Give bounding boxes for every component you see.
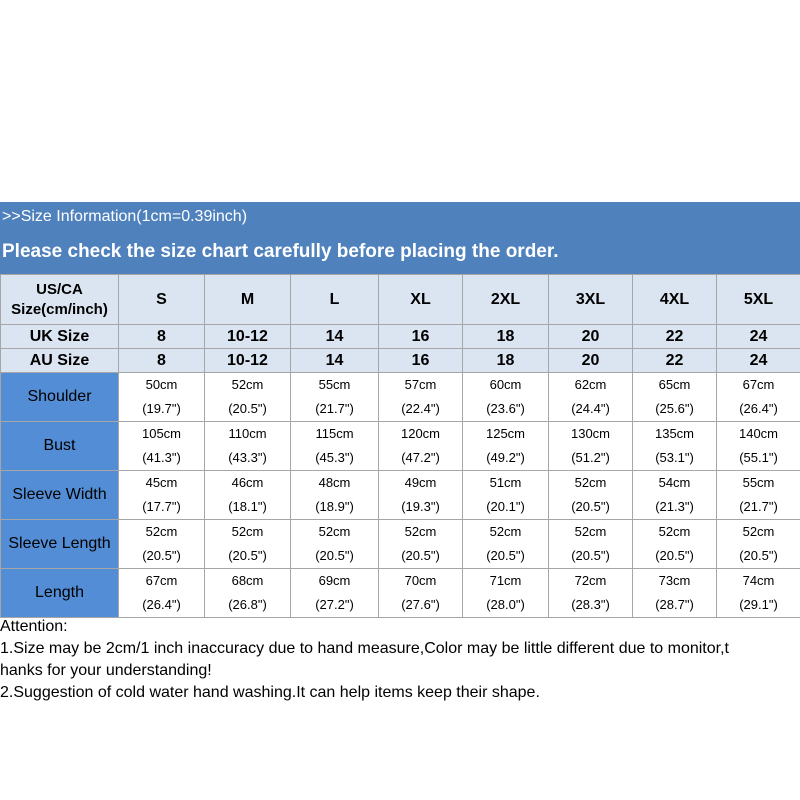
attention-note-2: 2.Suggestion of cold water hand washing.It can help items keep their shape. [0, 684, 540, 701]
uk-size-value: 10-12 [205, 325, 291, 349]
measurement-inch: (55.1") [739, 450, 778, 465]
measurement-cell [463, 373, 549, 422]
measurement-cm: 68cm [231, 573, 264, 588]
measurement-inch: (51.2") [571, 450, 610, 465]
au-size-value: 22 [633, 349, 717, 373]
measurement-inch: (20.5") [739, 548, 778, 563]
banner-title: >>Size Information(1cm=0.39inch) [2, 208, 248, 225]
measurement-cell [463, 569, 549, 618]
measurement-cell [291, 520, 379, 569]
measurement-inch: (18.1") [228, 499, 267, 514]
measurement-label: Sleeve Length [1, 520, 119, 569]
measurement-inch: (49.2") [486, 450, 525, 465]
header-row [1, 275, 800, 325]
size-header: M [205, 275, 291, 325]
measurement-cm: 71cm [489, 573, 522, 588]
measurement-cell [119, 373, 205, 422]
measurement-inch: (21.7") [315, 401, 354, 416]
measurement-label: Bust [1, 422, 119, 471]
measurement-inch: (27.2") [315, 597, 354, 612]
measurement-label: Length [1, 569, 119, 618]
measurement-cm: 52cm [404, 524, 437, 539]
measurement-inch: (41.3") [142, 450, 181, 465]
measurement-inch: (53.1") [655, 450, 694, 465]
au-size-value: 18 [463, 349, 549, 373]
size-info-banner [0, 202, 800, 274]
measurement-cm: 52cm [231, 377, 264, 392]
measurement-cm: 54cm [658, 475, 691, 490]
size-table [0, 274, 800, 618]
measurement-cell [717, 520, 800, 569]
measurement-cm: 130cm [570, 426, 611, 441]
measurement-cell [379, 569, 463, 618]
size-header: 5XL [717, 275, 800, 325]
au-size-value: 10-12 [205, 349, 291, 373]
measurement-cm: 125cm [485, 426, 526, 441]
measurement-inch: (18.9") [315, 499, 354, 514]
measurement-cm: 72cm [574, 573, 607, 588]
measurement-cell [119, 471, 205, 520]
measurement-cm: 120cm [400, 426, 441, 441]
measurement-inch: (43.3") [228, 450, 267, 465]
measurement-cm: 73cm [658, 573, 691, 588]
measurement-cell [549, 520, 633, 569]
au-size-value: 14 [291, 349, 379, 373]
measurement-inch: (20.5") [571, 499, 610, 514]
au-size-label: AU Size [1, 349, 119, 373]
measurement-cm: 46cm [231, 475, 264, 490]
measurement-cell [119, 520, 205, 569]
measurement-inch: (26.4") [142, 597, 181, 612]
measurement-cell [119, 422, 205, 471]
measurement-cell [379, 422, 463, 471]
measurement-cell [633, 373, 717, 422]
measurement-inch: (28.7") [655, 597, 694, 612]
measurement-cell [717, 569, 800, 618]
uk-size-row [1, 325, 800, 349]
header-label-cell [1, 275, 119, 325]
measurement-cm: 135cm [654, 426, 695, 441]
measurement-cell [379, 373, 463, 422]
attention-note-1-continued: hanks for your understanding! [0, 662, 212, 679]
size-header: 3XL [549, 275, 633, 325]
measurement-inch: (20.5") [228, 401, 267, 416]
measurement-cell [633, 471, 717, 520]
measurement-inch: (20.1") [486, 499, 525, 514]
measurement-cm: 70cm [404, 573, 437, 588]
size-header: 4XL [633, 275, 717, 325]
measurement-cm: 45cm [145, 475, 178, 490]
measurement-cell [717, 373, 800, 422]
measurement-inch: (21.3") [655, 499, 694, 514]
measurement-inch: (20.5") [401, 548, 440, 563]
header-label-line: US/CA [36, 280, 83, 298]
measurement-cm: 51cm [489, 475, 522, 490]
measurement-cell [633, 520, 717, 569]
uk-size-label: UK Size [1, 325, 119, 349]
uk-size-value: 20 [549, 325, 633, 349]
measurement-cm: 52cm [318, 524, 351, 539]
measurement-cell [717, 422, 800, 471]
measurement-cm: 50cm [145, 377, 178, 392]
measurement-label: Shoulder [1, 373, 119, 422]
size-header: L [291, 275, 379, 325]
au-size-row [1, 349, 800, 373]
uk-size-value: 16 [379, 325, 463, 349]
measurement-inch: (20.5") [228, 548, 267, 563]
measurement-row [1, 471, 800, 520]
measurement-cell [379, 471, 463, 520]
attention-heading: Attention: [0, 618, 68, 635]
measurement-cell [291, 471, 379, 520]
measurement-cell [205, 373, 291, 422]
header-label-line: Size(cm/inch) [11, 300, 108, 318]
measurement-cell [549, 471, 633, 520]
measurement-inch: (20.5") [655, 548, 694, 563]
measurement-cm: 67cm [145, 573, 178, 588]
measurement-row [1, 373, 800, 422]
uk-size-value: 18 [463, 325, 549, 349]
measurement-cm: 65cm [658, 377, 691, 392]
measurement-cell [463, 520, 549, 569]
uk-size-value: 24 [717, 325, 800, 349]
measurement-cm: 110cm [228, 426, 267, 441]
measurement-inch: (24.4") [571, 401, 610, 416]
measurement-cell [379, 520, 463, 569]
measurement-cm: 55cm [742, 475, 775, 490]
measurement-inch: (21.7") [739, 499, 778, 514]
measurement-inch: (27.6") [401, 597, 440, 612]
measurement-inch: (25.6") [655, 401, 694, 416]
measurement-cell [205, 569, 291, 618]
measurement-inch: (28.3") [571, 597, 610, 612]
measurement-cell [291, 422, 379, 471]
measurement-cm: 52cm [489, 524, 522, 539]
measurement-cm: 52cm [231, 524, 264, 539]
measurement-cm: 140cm [738, 426, 779, 441]
au-size-value: 16 [379, 349, 463, 373]
measurement-inch: (47.2") [401, 450, 440, 465]
measurement-inch: (17.7") [142, 499, 181, 514]
measurement-cell [463, 471, 549, 520]
measurement-cell [291, 373, 379, 422]
measurement-inch: (20.5") [142, 548, 181, 563]
measurement-inch: (29.1") [739, 597, 778, 612]
measurement-inch: (20.5") [315, 548, 354, 563]
measurement-inch: (20.5") [486, 548, 525, 563]
attention-note-1: 1.Size may be 2cm/1 inch inaccuracy due to hand measure,Color may be little different due to monitor,t [0, 640, 729, 657]
measurement-inch: (28.0") [486, 597, 525, 612]
measurement-cm: 52cm [574, 475, 607, 490]
measurement-row [1, 569, 800, 618]
measurement-inch: (23.6") [486, 401, 525, 416]
measurement-cell [291, 569, 379, 618]
measurement-inch: (45.3") [315, 450, 354, 465]
measurement-cm: 57cm [404, 377, 437, 392]
measurement-inch: (22.4") [401, 401, 440, 416]
measurement-cm: 60cm [489, 377, 522, 392]
measurement-cell [119, 569, 205, 618]
uk-size-value: 14 [291, 325, 379, 349]
measurement-cm: 67cm [742, 377, 775, 392]
measurement-cell [633, 422, 717, 471]
measurement-cell [205, 471, 291, 520]
au-size-value: 24 [717, 349, 800, 373]
banner-instruction: Please check the size chart carefully before placing the order. [2, 241, 559, 262]
uk-size-value: 22 [633, 325, 717, 349]
measurement-cm: 52cm [658, 524, 691, 539]
au-size-value: 8 [119, 349, 205, 373]
measurement-row [1, 520, 800, 569]
measurement-cm: 115cm [315, 426, 354, 441]
size-header: S [119, 275, 205, 325]
measurement-row [1, 422, 800, 471]
measurement-cell [549, 422, 633, 471]
measurement-cell [549, 569, 633, 618]
size-chart [0, 202, 800, 618]
measurement-cm: 105cm [141, 426, 182, 441]
measurement-cm: 74cm [742, 573, 775, 588]
measurement-cm: 52cm [742, 524, 775, 539]
measurement-cell [205, 422, 291, 471]
au-size-value: 20 [549, 349, 633, 373]
uk-size-value: 8 [119, 325, 205, 349]
measurement-label: Sleeve Width [1, 471, 119, 520]
measurement-cell [205, 520, 291, 569]
measurement-cell [549, 373, 633, 422]
measurement-cm: 49cm [404, 475, 437, 490]
attention-notes [0, 616, 800, 704]
measurement-cm: 55cm [318, 377, 351, 392]
measurement-cell [717, 471, 800, 520]
measurement-inch: (20.5") [571, 548, 610, 563]
measurement-cell [633, 569, 717, 618]
measurement-inch: (26.8") [228, 597, 267, 612]
size-header: 2XL [463, 275, 549, 325]
measurement-inch: (26.4") [739, 401, 778, 416]
measurement-inch: (19.7") [142, 401, 181, 416]
measurement-cell [463, 422, 549, 471]
measurement-cm: 69cm [318, 573, 351, 588]
measurement-inch: (19.3") [401, 499, 440, 514]
size-header: XL [379, 275, 463, 325]
measurement-cm: 62cm [574, 377, 607, 392]
measurement-cm: 48cm [318, 475, 351, 490]
measurement-cm: 52cm [574, 524, 607, 539]
measurement-cm: 52cm [145, 524, 178, 539]
